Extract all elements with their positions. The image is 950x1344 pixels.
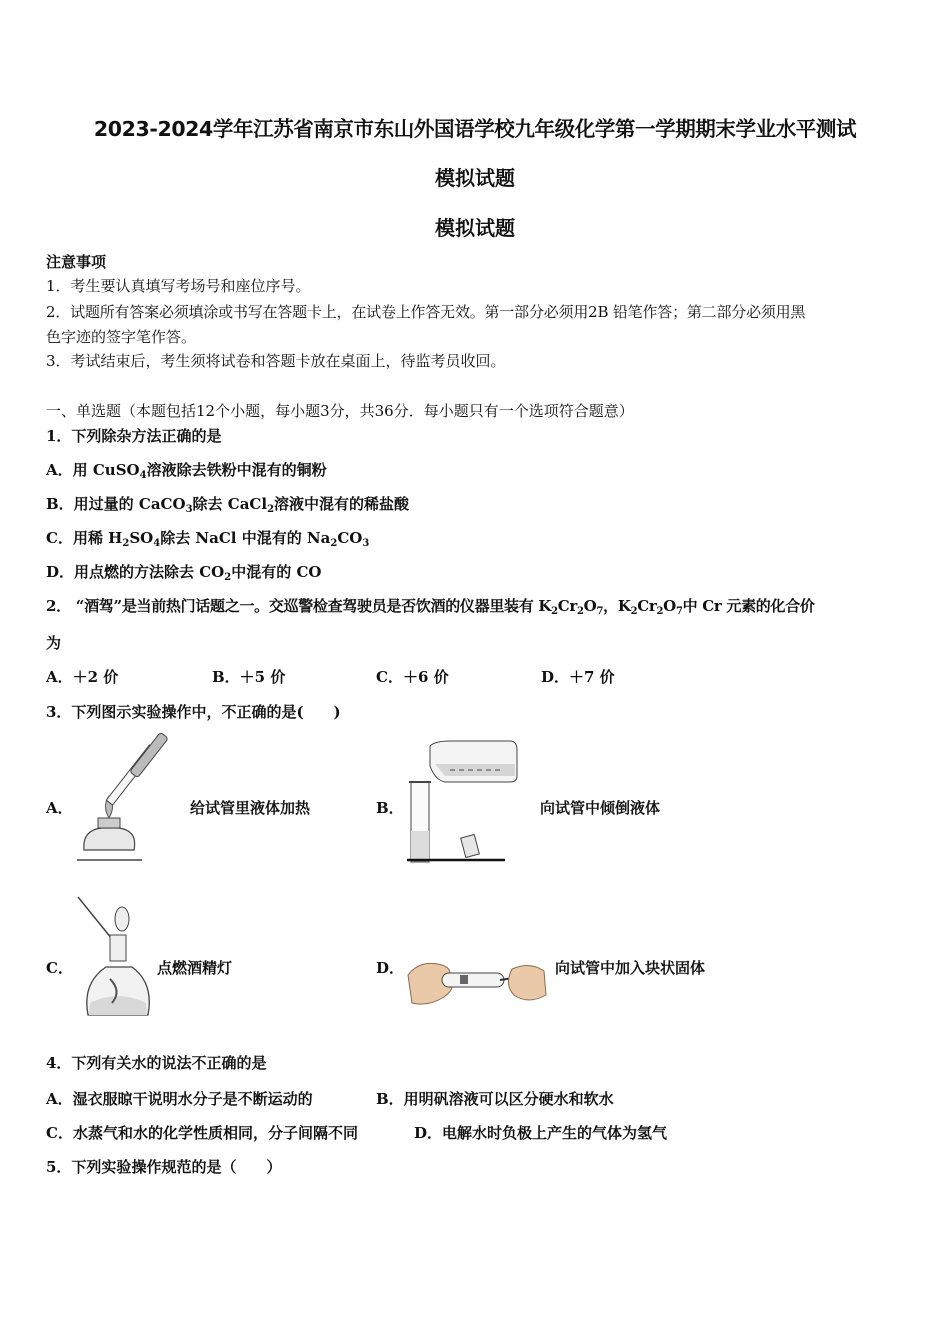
q2-option-b: B．＋5 价	[212, 668, 286, 686]
q3-option-a-text: 给试管里液体加热	[190, 799, 311, 817]
q3-option-d-text: 向试管中加入块状固体	[555, 959, 706, 977]
q1-option-c: C．用稀 $H_2SO_4$除去 NaCl 中混有的 $Na_2CO_3$	[46, 529, 370, 549]
notice-item-3: 3．考试结束后，考生须将试卷和答题卡放在桌面上，待监考员收回。	[46, 352, 506, 370]
exam-title-line3: 模拟试题	[435, 216, 515, 240]
q4-stem: 4．下列有关水的说法不正确的是	[46, 1054, 267, 1072]
q4-option-a: A．湿衣服晾干说明水分子是不断运动的	[46, 1090, 313, 1108]
notice-item-1: 1．考生要认真填写考场号和座位序号。	[46, 277, 311, 295]
section-heading: 一、单选题（本题包括12个小题，每小题3分，共36分．每小题只有一个选项符合题意）	[46, 402, 634, 420]
notice-item-2-line1: 2．试题所有答案必须填涂或书写在答题卡上，在试卷上作答无效。第一部分必须用2B 铅笔作答；第二部分必须用黑	[46, 303, 806, 321]
q3-option-a-label: A．	[46, 799, 73, 817]
q2-option-c: C．＋6 价	[376, 668, 449, 686]
q3-option-d-label: D．	[376, 959, 405, 977]
q2-option-a: A．＋2 价	[46, 668, 119, 686]
q2-stem: 2． “酒驾”是当前热门话题之一。交巡警检查驾驶员是否饮酒的仪器里装有 $K_2Cr_2O_7$，$K_2Cr_2O_7$中 Cr 元素的化合价	[46, 597, 815, 617]
q3-option-b-label: B．	[376, 799, 404, 817]
q3-option-c-label: C．	[46, 959, 73, 977]
notice-heading: 注意事项	[46, 253, 107, 271]
lighting-alcohol-lamp-figure	[76, 895, 161, 1020]
q5-stem: 5．下列实验操作规范的是（ ）	[46, 1158, 282, 1176]
heating-liquid-test-tube-figure	[72, 740, 177, 865]
exam-title-line1: 2023-2024学年江苏省南京市东山外国语学校九年级化学第一学期期末学业水平测试	[93, 117, 857, 141]
q3-stem: 3．下列图示实验操作中，不正确的是( )	[46, 703, 341, 721]
q1-option-b: B．用过量的 CaCO$_3$除去 CaCl$_2$溶液中混有的稀盐酸	[46, 495, 410, 515]
q1-option-a: A．用 CuSO$_4$溶液除去铁粉中混有的铜粉	[46, 461, 327, 481]
q4-option-b: B．用明矾溶液可以区分硬水和软水	[376, 1090, 614, 1108]
q1-option-d: D．用点燃的方法除去 $CO_2$中混有的 CO	[46, 563, 322, 583]
adding-solid-to-test-tube-figure	[408, 955, 548, 1011]
exam-title-line2: 模拟试题	[435, 166, 515, 190]
q3-option-b-text: 向试管中倾倒液体	[540, 799, 661, 817]
q4-option-c: C．水蒸气和水的化学性质相同，分子间隔不同	[46, 1124, 358, 1142]
notice-item-2-line2: 色字迹的签字笔作答。	[46, 328, 197, 346]
q2-stem-line2: 为	[46, 634, 62, 652]
q4-option-d: D．电解水时负极上产生的气体为氢气	[414, 1124, 668, 1142]
q2-option-d: D．＋7 价	[541, 668, 615, 686]
q1-stem: 1．下列除杂方法正确的是	[46, 427, 222, 445]
pouring-liquid-figure	[405, 736, 523, 864]
q3-option-c-text: 点燃酒精灯	[157, 959, 233, 977]
